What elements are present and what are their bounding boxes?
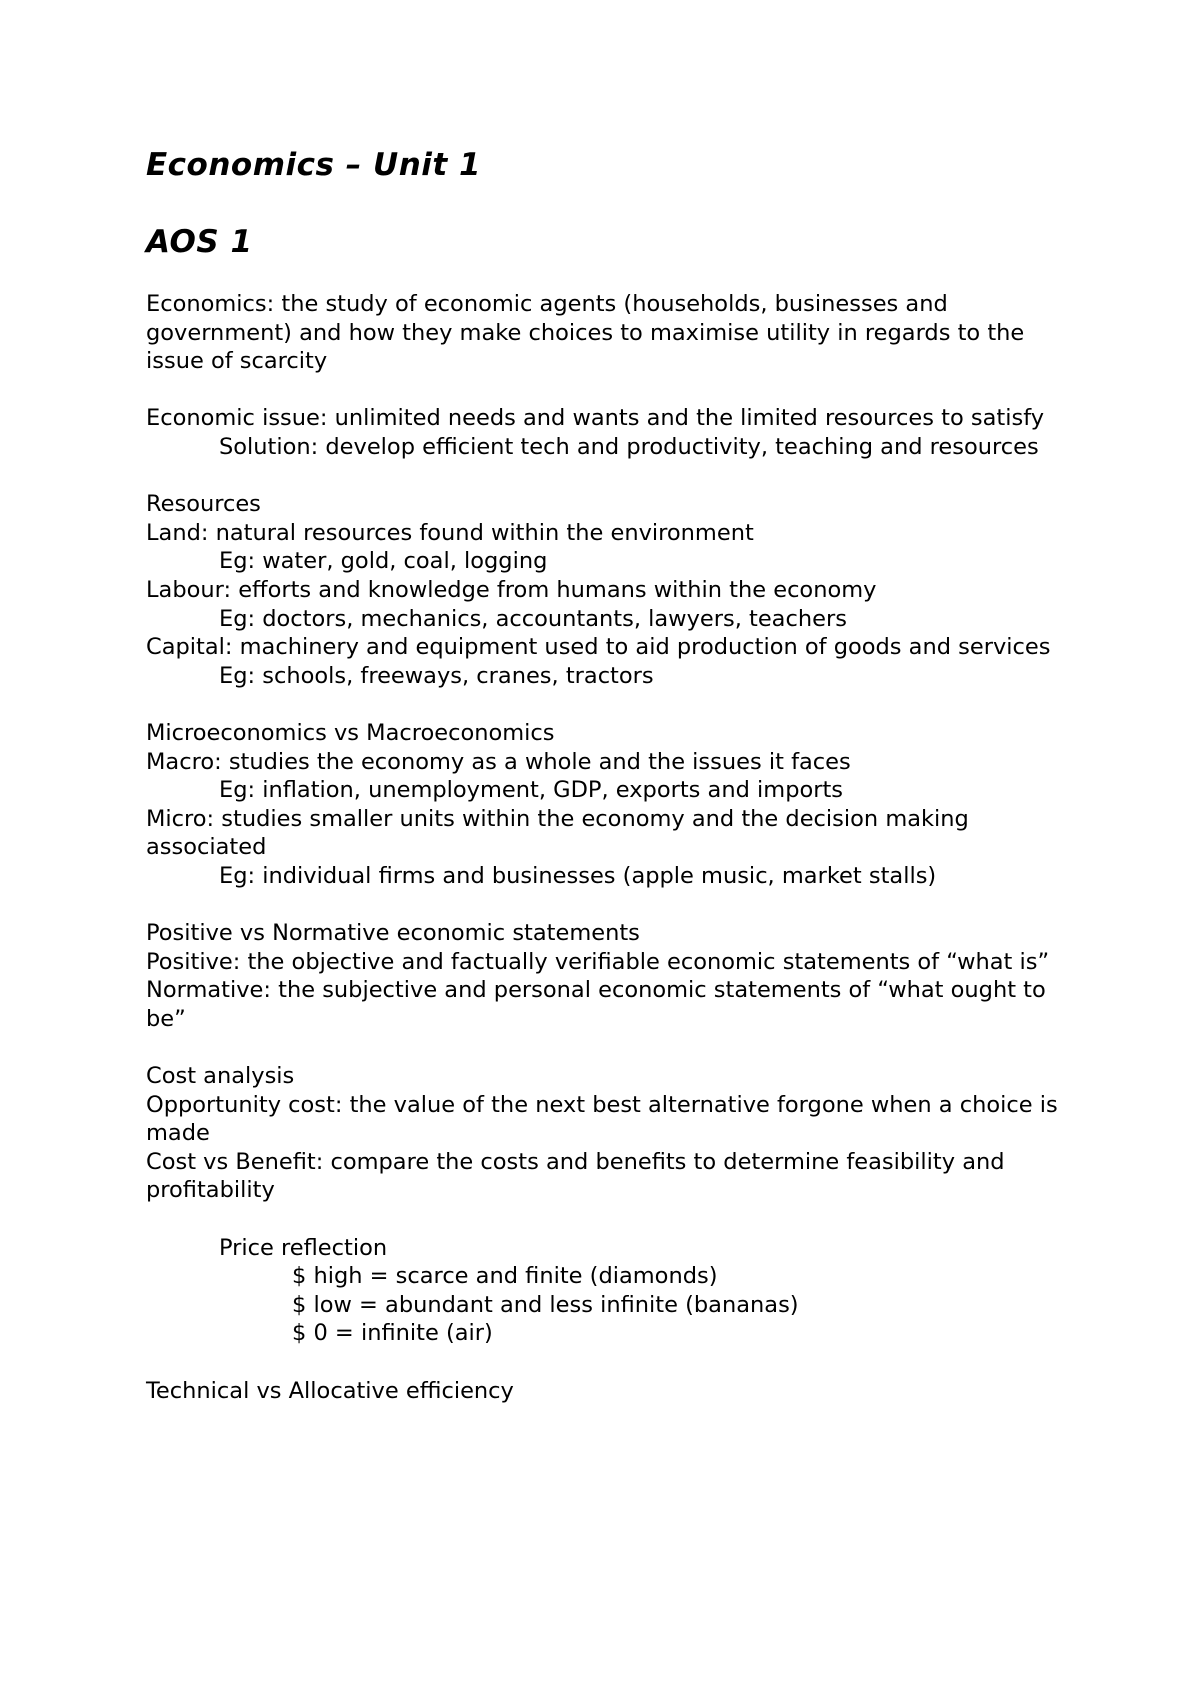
document-page <box>146 145 1066 1405</box>
normative-statement: Normative: the subjective and personal economic statements of “what ought to be” <box>146 977 1046 1032</box>
micro-example: Eg: individual firms and businesses (apple music, market stalls) <box>219 862 937 889</box>
spacer <box>146 890 1066 919</box>
price-zero: $ 0 = infinite (air) <box>292 1320 493 1347</box>
price-low: $ low = abundant and less infinite (bananas) <box>292 1291 799 1318</box>
resources-land-example: Eg: water, gold, coal, logging <box>219 548 548 575</box>
document-subtitle: AOS 1 <box>146 224 253 260</box>
micro-macro-heading: Microeconomics vs Macroeconomics <box>146 719 555 746</box>
spacer <box>146 462 1066 491</box>
spacer <box>146 376 1066 405</box>
macro-definition: Macro: studies the economy as a whole and the issues it faces <box>146 748 851 775</box>
resources-heading: Resources <box>146 491 261 518</box>
resources-labour: Labour: efforts and knowledge from humans within the economy <box>146 576 877 603</box>
spacer <box>146 1348 1066 1377</box>
economics-definition: Economics: the study of economic agents (households, businesses and government) and how they make choices to maximise utility in regards to the issue of scarcity <box>146 291 1025 375</box>
spacer <box>146 1205 1066 1234</box>
resources-capital: Capital: machinery and equipment used to aid production of goods and services <box>146 634 1051 661</box>
economic-issue: Economic issue: unlimited needs and wants and the limited resources to satisfy <box>146 405 1045 432</box>
economic-issue-solution: Solution: develop efficient tech and productivity, teaching and resources <box>219 433 1039 460</box>
cost-analysis-heading: Cost analysis <box>146 1063 295 1090</box>
spacer <box>146 690 1066 719</box>
spacer <box>146 1033 1066 1062</box>
cost-vs-benefit: Cost vs Benefit: compare the costs and benefits to determine feasibility and profitability <box>146 1148 1005 1204</box>
price-high: $ high = scarce and finite (diamonds) <box>292 1263 718 1290</box>
statements-heading: Positive vs Normative economic statements <box>146 920 640 947</box>
document-title: Economics – Unit 1 <box>146 147 482 183</box>
opportunity-cost: Opportunity cost: the value of the next best alternative forgone when a choice is made <box>146 1091 1058 1147</box>
resources-land: Land: natural resources found within the environment <box>146 519 754 546</box>
resources-capital-example: Eg: schools, freeways, cranes, tractors <box>219 662 654 689</box>
macro-example: Eg: inflation, unemployment, GDP, exports and imports <box>219 777 844 804</box>
price-reflection-heading: Price reflection <box>219 1234 388 1261</box>
efficiency-heading: Technical vs Allocative efficiency <box>146 1377 514 1404</box>
resources-labour-example: Eg: doctors, mechanics, accountants, lawyers, teachers <box>219 605 847 632</box>
micro-definition: Micro: studies smaller units within the economy and the decision making associated <box>146 805 969 861</box>
document-body <box>146 290 1066 1405</box>
positive-statement: Positive: the objective and factually verifiable economic statements of “what is” <box>146 948 1050 975</box>
